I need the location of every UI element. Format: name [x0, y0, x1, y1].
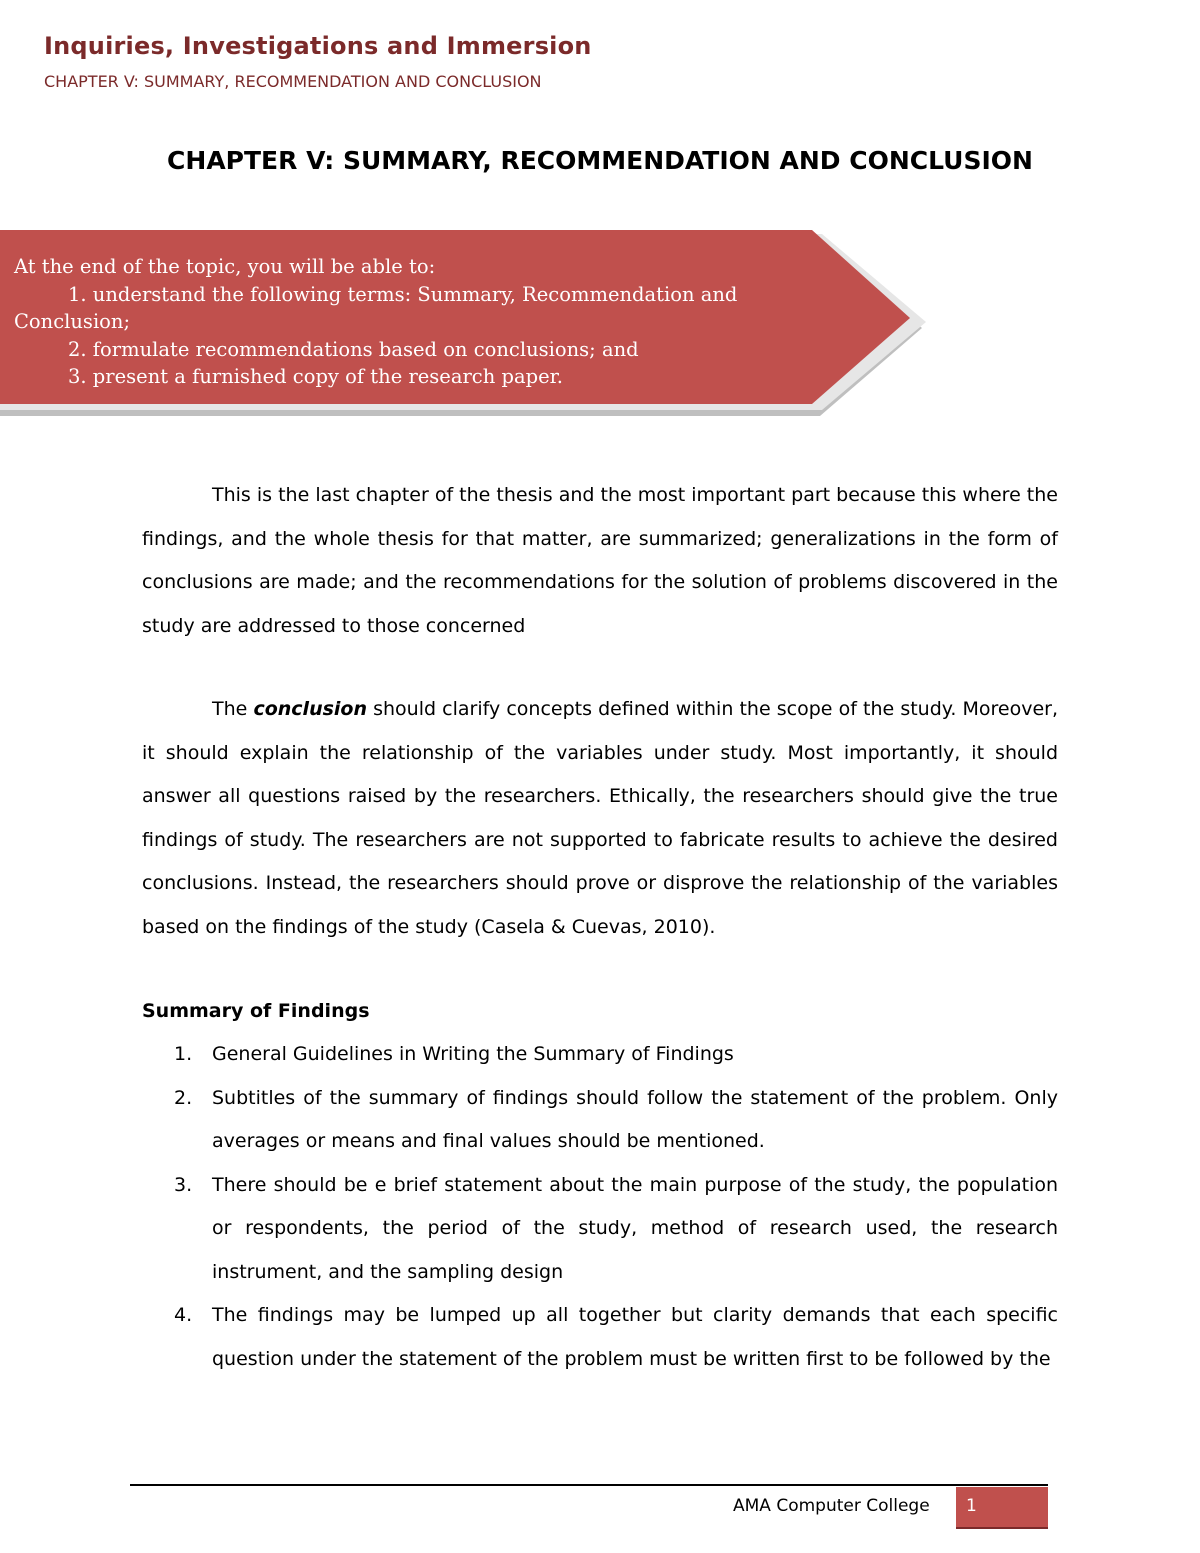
summary-heading: Summary of Findings: [142, 1000, 370, 1022]
page-number-underline: [956, 1527, 1048, 1529]
footer-institution: AMA Computer College: [733, 1496, 930, 1516]
conclusion-paragraph-start: The: [212, 698, 254, 720]
list-item: [142, 1033, 1058, 1077]
list-number: 3.: [174, 1173, 193, 1196]
chapter-label: CHAPTER V: SUMMARY, RECOMMENDATION AND CONCLUSION: [44, 72, 542, 91]
intro-paragraph-block: [142, 474, 1058, 648]
objective-1: 1. understand the following terms: Summary, Recommendation and: [68, 282, 738, 306]
conclusion-paragraph: [142, 688, 1058, 949]
list-number: 1.: [174, 1043, 193, 1065]
objective-2: 2. formulate recommendations based on conclusions; and: [68, 337, 639, 361]
page-title: CHAPTER V: SUMMARY, RECOMMENDATION AND CONCLUSION: [167, 146, 1033, 175]
objective-1-continued: Conclusion;: [14, 310, 131, 333]
list-text: The findings may be lumped up all together but clarity demands that each specific question under the statement of the problem must be written first to be followed by the: [212, 1304, 1058, 1370]
list-text: Subtitles of the summary of findings should follow the statement of the problem. Only averages or means and final values should be mentioned.: [212, 1086, 1058, 1152]
objectives-intro: At the end of the topic, you will be able to:: [14, 255, 436, 278]
course-title: Inquiries, Investigations and Immersion: [44, 32, 592, 60]
conclusion-paragraph-block: [142, 688, 1058, 949]
objectives-banner: [0, 228, 930, 418]
intro-paragraph: This is the last chapter of the thesis and the most important part because this where the findings, and the whole thesis for that matter, are summarized; generalizations in the form of conclusions are made; and the recommendations for the solution of problems discovered in the study are addressed to those concerned: [142, 484, 1058, 637]
list-item: [142, 1164, 1058, 1295]
list-number: 4.: [174, 1304, 193, 1326]
page-number-badge: [956, 1487, 1048, 1527]
footer-divider: [130, 1484, 1048, 1486]
objective-3: 3. present a furnished copy of the research paper.: [68, 365, 563, 388]
conclusion-emphasis: conclusion: [253, 698, 367, 720]
list-text: There should be e brief statement about the main purpose of the study, the population or respondents, the period of the study, method of research used, the research instrument, and the sampling design: [212, 1173, 1058, 1283]
list-item: [142, 1077, 1058, 1164]
objectives-text: [14, 253, 814, 391]
summary-list: [142, 1033, 1058, 1381]
list-text: General Guidelines in Writing the Summary of Findings: [212, 1043, 734, 1065]
page-number: 1: [966, 1496, 977, 1516]
conclusion-paragraph-rest: should clarify concepts defined within the scope of the study. Moreover, it should explain the relationship of the variables under study. Most importantly, it should answer all questions raised by the researchers. Ethically, the researchers should give the true findings of study. The researchers are not supported to fabricate results to achieve the desired conclusions. Instead, the researchers should prove or disprove the relationship of the variables based on the findings of the study (Casela & Cuevas, 2010).: [142, 698, 1058, 938]
list-item: [142, 1294, 1058, 1381]
list-number: 2.: [174, 1086, 193, 1109]
